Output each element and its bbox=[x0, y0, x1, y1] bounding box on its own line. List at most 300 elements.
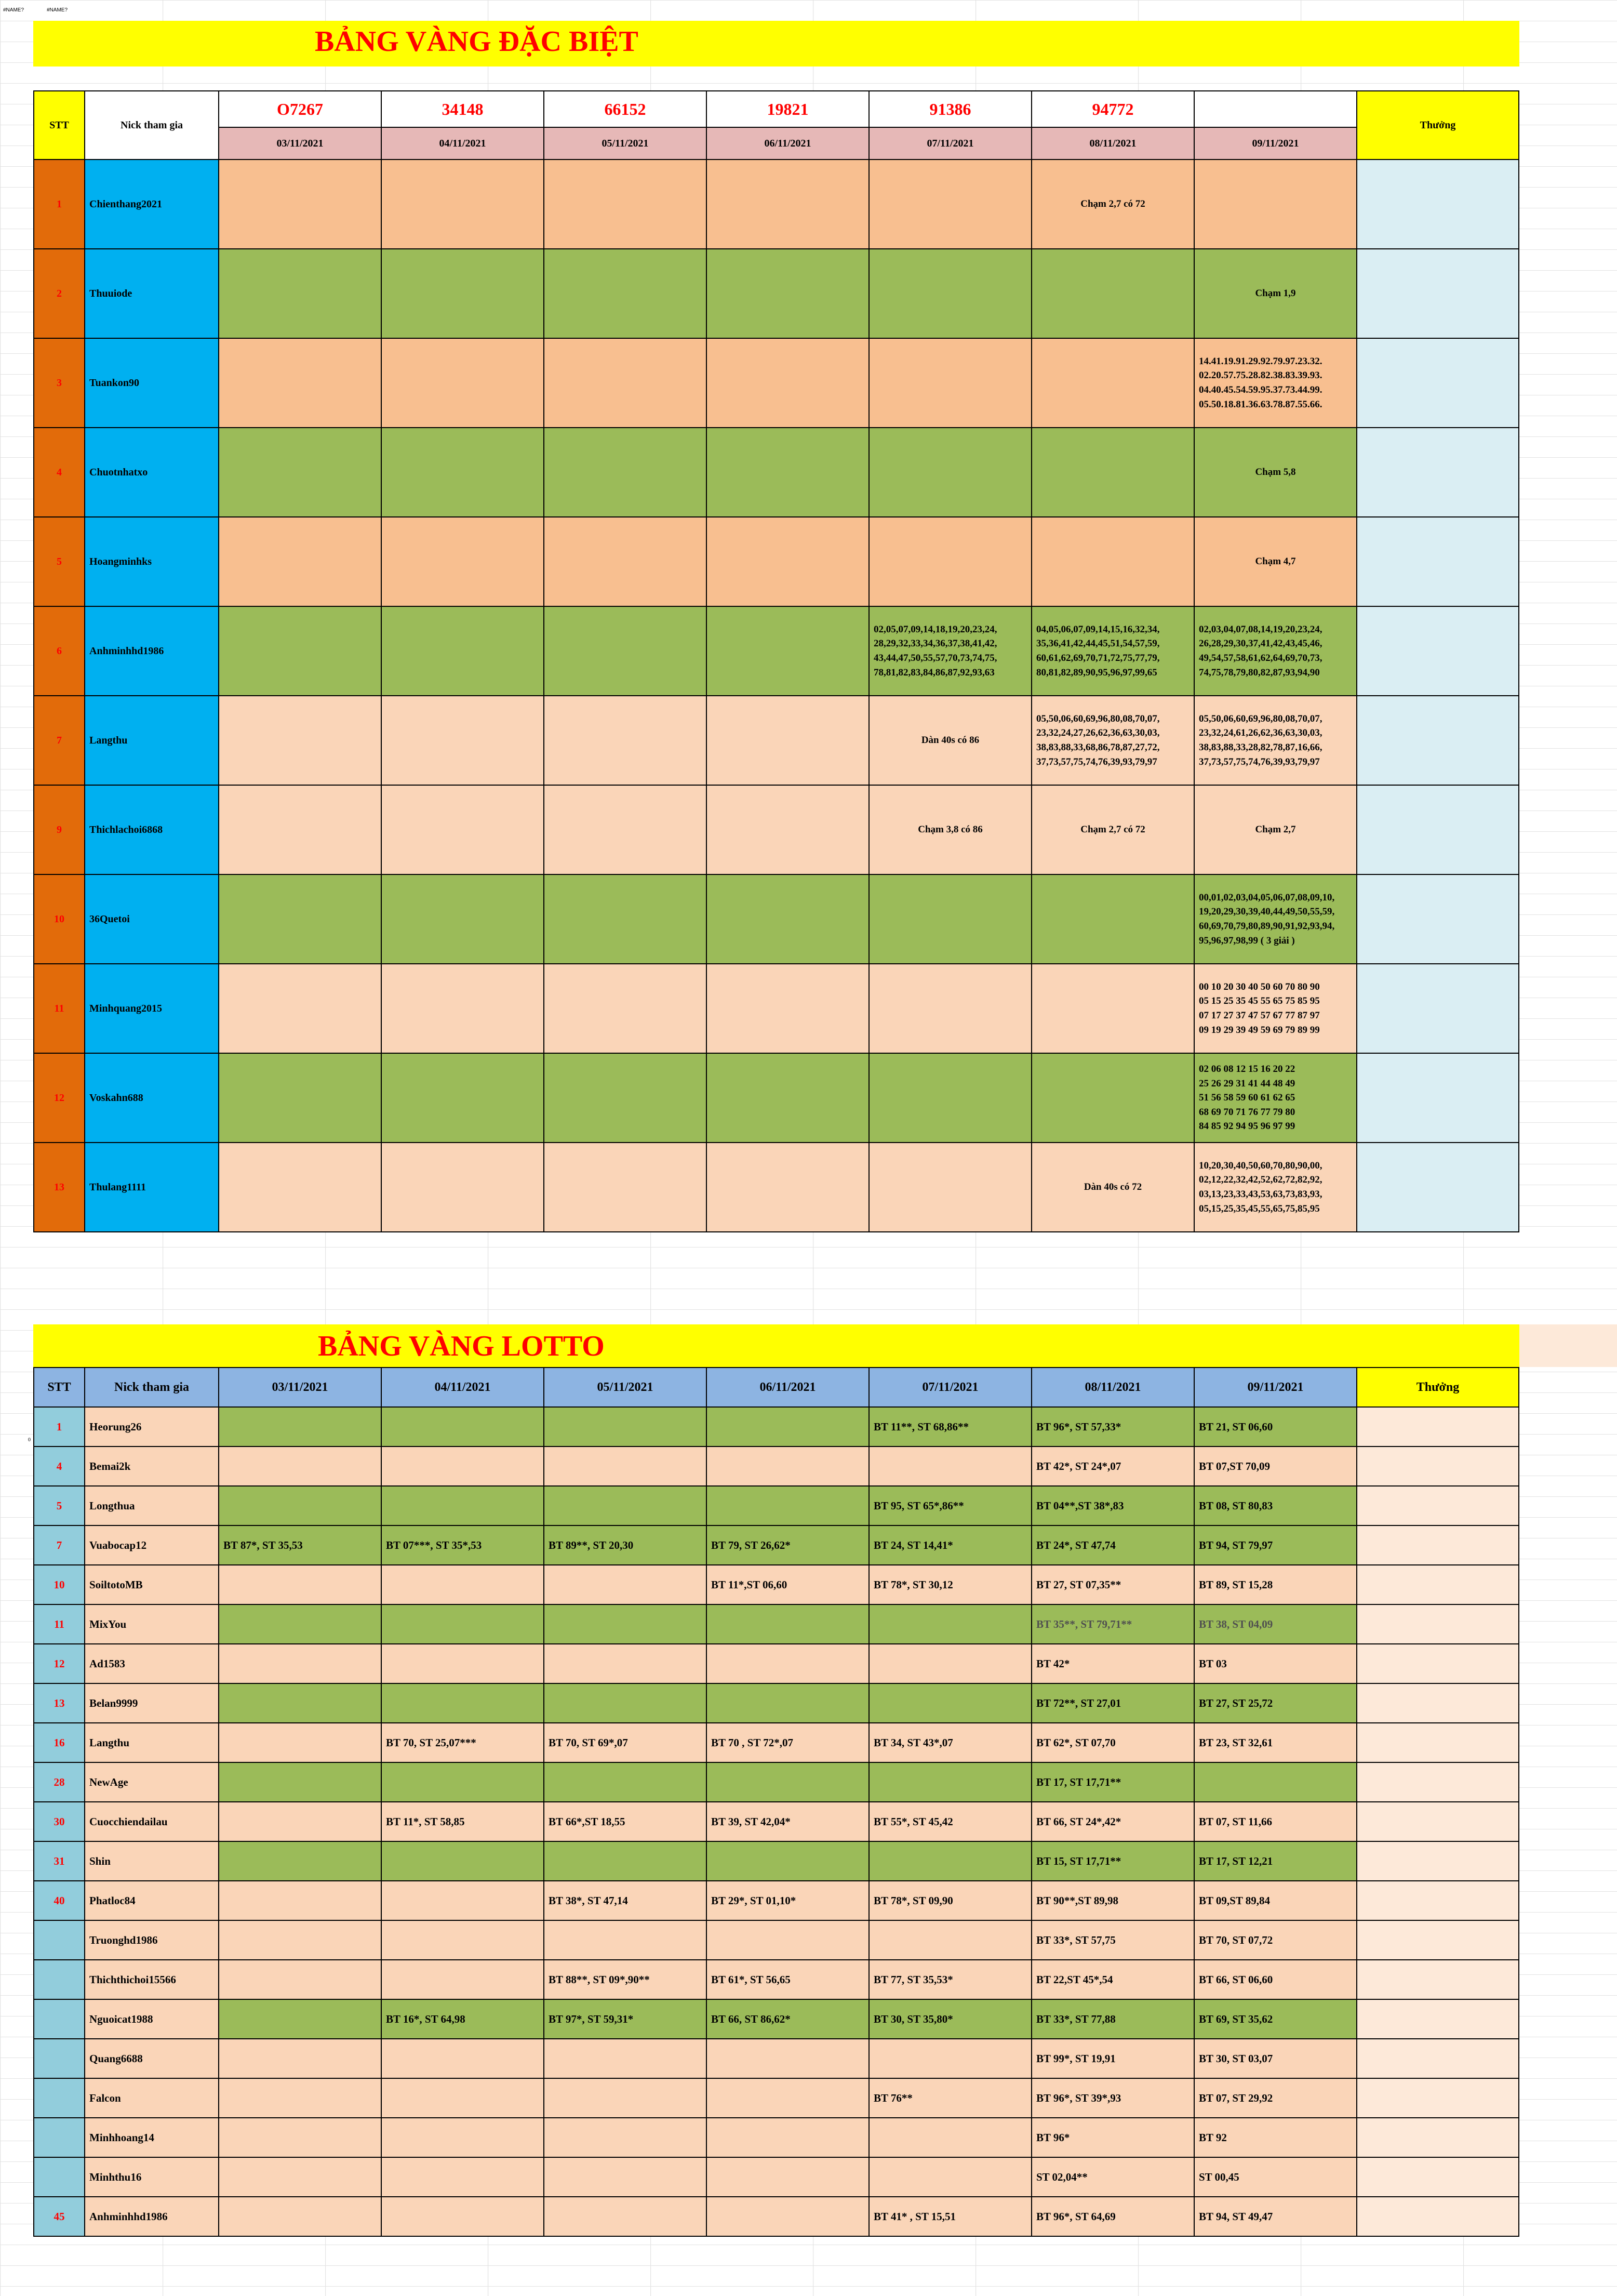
lotto-pick-cell: BT 78*, ST 30,12 bbox=[869, 1565, 1032, 1604]
special-title: BẢNG VÀNG ĐẶC BIỆT bbox=[315, 25, 638, 58]
lotto-pick-cell: BT 42*, ST 24*,07 bbox=[1032, 1446, 1194, 1486]
lotto-pick-cell bbox=[219, 1644, 381, 1683]
lotto-pick-cell: BT 77, ST 35,53* bbox=[869, 1960, 1032, 1999]
lotto-pick-cell: BT 35**, ST 79,71** bbox=[1032, 1604, 1194, 1644]
lotto-pick-cell: BT 78*, ST 09,90 bbox=[869, 1881, 1032, 1920]
nick-cell: Hoangminhks bbox=[85, 517, 219, 606]
lotto-pick-cell: ST 00,45 bbox=[1194, 2157, 1357, 2197]
prediction-cell: 02,05,07,09,14,18,19,20,23,24, 28,29,32,33,34,36,37,38,41,42, 43,44,47,50,55,57,70,73,74,75, 78,81,82,83,84,86,87,92,93,63 bbox=[869, 606, 1032, 696]
lotto-pick-cell bbox=[219, 1565, 381, 1604]
lotto-pick-cell bbox=[869, 2118, 1032, 2157]
lotto-pick-cell bbox=[544, 1604, 706, 1644]
prediction-cell bbox=[219, 1143, 381, 1232]
prediction-cell bbox=[219, 964, 381, 1053]
lotto-pick-cell bbox=[544, 1762, 706, 1802]
prediction-cell bbox=[381, 1053, 544, 1143]
lotto-pick-cell bbox=[219, 2039, 381, 2078]
special-row bbox=[34, 964, 1519, 1053]
special-row bbox=[34, 1053, 1519, 1143]
lotto-pick-cell: BT 03 bbox=[1194, 1644, 1357, 1683]
lotto-pick-cell bbox=[381, 1644, 544, 1683]
lotto-bonus-cell bbox=[1357, 1407, 1519, 1446]
stt-cell: 6 bbox=[34, 606, 85, 696]
lotto-pick-cell: BT 99*, ST 19,91 bbox=[1032, 2039, 1194, 2078]
stt-cell: 13 bbox=[34, 1143, 85, 1232]
lotto-nick-cell: Minhhoang14 bbox=[85, 2118, 219, 2157]
lotto-row bbox=[34, 1683, 1519, 1723]
lotto-row bbox=[34, 1881, 1519, 1920]
prediction-cell bbox=[869, 964, 1032, 1053]
lotto-stt-cell: 31 bbox=[34, 1841, 85, 1881]
nick-cell: Tuankon90 bbox=[85, 338, 219, 428]
lotto-pick-cell bbox=[381, 2118, 544, 2157]
lotto-pick-cell: BT 39, ST 42,04* bbox=[706, 1802, 869, 1841]
lotto-stt-cell: 4 bbox=[34, 1446, 85, 1486]
lotto-pick-cell: BT 04**,ST 38*,83 bbox=[1032, 1486, 1194, 1525]
lotto-bonus-cell bbox=[1357, 1525, 1519, 1565]
lotto-bonus-cell bbox=[1357, 2118, 1519, 2157]
prediction-cell: Chạm 2,7 có 72 bbox=[1032, 160, 1194, 249]
prediction-cell bbox=[544, 874, 706, 964]
lotto-nick-cell: Phatloc84 bbox=[85, 1881, 219, 1920]
lotto-bonus-cell bbox=[1357, 1960, 1519, 1999]
lotto-pick-cell bbox=[219, 2197, 381, 2236]
lotto-pick-cell: BT 89**, ST 20,30 bbox=[544, 1525, 706, 1565]
prediction-cell bbox=[544, 964, 706, 1053]
bonus-header: Thưởng bbox=[1357, 91, 1519, 160]
prediction-cell bbox=[381, 964, 544, 1053]
prediction-cell bbox=[381, 428, 544, 517]
result-cell: O7267 bbox=[219, 91, 381, 127]
lotto-pick-cell: BT 70, ST 69*,07 bbox=[544, 1723, 706, 1762]
prediction-cell: Chạm 5,8 bbox=[1194, 428, 1357, 517]
lotto-stt-cell: 1 bbox=[34, 1407, 85, 1446]
name-error-tag: #NAME? bbox=[3, 7, 24, 13]
lotto-nick-cell: SoiltotoMB bbox=[85, 1565, 219, 1604]
prediction-cell bbox=[706, 160, 869, 249]
lotto-pick-cell bbox=[869, 2039, 1032, 2078]
lotto-pick-cell bbox=[219, 1683, 381, 1723]
nick-cell: Thulang1111 bbox=[85, 1143, 219, 1232]
lotto-nick-cell: Truonghd1986 bbox=[85, 1920, 219, 1960]
lotto-date-header: 03/11/2021 bbox=[219, 1368, 381, 1407]
prediction-cell bbox=[381, 160, 544, 249]
prediction-cell bbox=[706, 785, 869, 874]
prediction-cell: Chạm 3,8 có 86 bbox=[869, 785, 1032, 874]
lotto-pick-cell bbox=[219, 1446, 381, 1486]
lotto-nick-cell: Bemai2k bbox=[85, 1446, 219, 1486]
lotto-date-header: 07/11/2021 bbox=[869, 1368, 1032, 1407]
stt-cell: 5 bbox=[34, 517, 85, 606]
lotto-pick-cell bbox=[706, 2157, 869, 2197]
lotto-stt-cell: 7 bbox=[34, 1525, 85, 1565]
lotto-pick-cell bbox=[381, 1446, 544, 1486]
lotto-nick-cell: Falcon bbox=[85, 2078, 219, 2118]
bonus-cell bbox=[1357, 1053, 1519, 1143]
result-cell: 19821 bbox=[706, 91, 869, 127]
lotto-date-header: 09/11/2021 bbox=[1194, 1368, 1357, 1407]
lotto-pick-cell: BT 33*, ST 77,88 bbox=[1032, 1999, 1194, 2039]
prediction-cell bbox=[869, 1143, 1032, 1232]
lotto-pick-cell bbox=[219, 1802, 381, 1841]
lotto-bonus-cell bbox=[1357, 1881, 1519, 1920]
prediction-cell bbox=[544, 1143, 706, 1232]
special-row bbox=[34, 606, 1519, 696]
lotto-pick-cell bbox=[706, 2197, 869, 2236]
lotto-pick-cell: BT 08, ST 80,83 bbox=[1194, 1486, 1357, 1525]
lotto-bonus-cell bbox=[1357, 2039, 1519, 2078]
prediction-cell bbox=[1032, 249, 1194, 338]
lotto-pick-cell: BT 92 bbox=[1194, 2118, 1357, 2157]
stt-cell: 7 bbox=[34, 696, 85, 785]
prediction-cell bbox=[1032, 874, 1194, 964]
lotto-pick-cell: BT 11*,ST 06,60 bbox=[706, 1565, 869, 1604]
lotto-pick-cell bbox=[706, 1446, 869, 1486]
prediction-cell bbox=[706, 696, 869, 785]
prediction-cell bbox=[706, 517, 869, 606]
nick-cell: Chienthang2021 bbox=[85, 160, 219, 249]
prediction-cell bbox=[219, 785, 381, 874]
lotto-pick-cell bbox=[706, 1604, 869, 1644]
special-row bbox=[34, 696, 1519, 785]
prediction-cell bbox=[706, 1053, 869, 1143]
prediction-cell: 00 10 20 30 40 50 60 70 80 90 05 15 25 35 45 55 65 75 85 95 07 17 27 37 47 57 67 77 87 97 09 19 29 39 49 59 69 79 89 99 bbox=[1194, 964, 1357, 1053]
bonus-cell bbox=[1357, 249, 1519, 338]
lotto-row bbox=[34, 1723, 1519, 1762]
lotto-pick-cell bbox=[544, 2157, 706, 2197]
lotto-pick-cell bbox=[869, 2157, 1032, 2197]
result-cell: 34148 bbox=[381, 91, 544, 127]
banner-tail bbox=[1519, 1324, 1617, 1367]
stt-cell: 3 bbox=[34, 338, 85, 428]
lotto-pick-cell bbox=[219, 1486, 381, 1525]
lotto-stt-cell bbox=[34, 2118, 85, 2157]
lotto-pick-cell: BT 16*, ST 64,98 bbox=[381, 1999, 544, 2039]
lotto-pick-cell: BT 97*, ST 59,31* bbox=[544, 1999, 706, 2039]
lotto-pick-cell bbox=[219, 2118, 381, 2157]
stray-mark: 0 bbox=[28, 1437, 31, 1443]
prediction-cell bbox=[381, 874, 544, 964]
lotto-pick-cell: BT 96*, ST 39*,93 bbox=[1032, 2078, 1194, 2118]
lotto-pick-cell: BT 24*, ST 47,74 bbox=[1032, 1525, 1194, 1565]
prediction-cell bbox=[219, 606, 381, 696]
lotto-pick-cell bbox=[706, 1644, 869, 1683]
lotto-pick-cell bbox=[219, 1604, 381, 1644]
date-header: 04/11/2021 bbox=[381, 127, 544, 160]
prediction-cell bbox=[544, 249, 706, 338]
prediction-cell: 02,03,04,07,08,14,19,20,23,24, 26,28,29,30,37,41,42,43,45,46, 49,54,57,58,61,62,64,69,70,73, 74,75,78,79,80,82,87,93,94,90 bbox=[1194, 606, 1357, 696]
lotto-bonus-cell bbox=[1357, 1920, 1519, 1960]
special-row bbox=[34, 428, 1519, 517]
lotto-pick-cell: BT 70, ST 07,72 bbox=[1194, 1920, 1357, 1960]
lotto-pick-cell bbox=[544, 1446, 706, 1486]
lotto-bonus-cell bbox=[1357, 1644, 1519, 1683]
prediction-cell bbox=[706, 874, 869, 964]
lotto-pick-cell bbox=[706, 1841, 869, 1881]
lotto-nick-cell: Anhminhhd1986 bbox=[85, 2197, 219, 2236]
lotto-stt-cell bbox=[34, 1920, 85, 1960]
lotto-pick-cell bbox=[869, 1920, 1032, 1960]
lotto-pick-cell: BT 17, ST 12,21 bbox=[1194, 1841, 1357, 1881]
lotto-stt-cell: 12 bbox=[34, 1644, 85, 1683]
bonus-cell bbox=[1357, 1143, 1519, 1232]
lotto-pick-cell: BT 66, ST 06,60 bbox=[1194, 1960, 1357, 1999]
prediction-cell: Chạm 4,7 bbox=[1194, 517, 1357, 606]
lotto-table bbox=[33, 1367, 1519, 2237]
prediction-cell: 02 06 08 12 15 16 20 22 25 26 29 31 41 44 48 49 51 56 58 59 60 61 62 65 68 69 70 71 76 77 79 80 84 85 92 94 95 96 97 99 bbox=[1194, 1053, 1357, 1143]
lotto-pick-cell bbox=[706, 1683, 869, 1723]
lotto-stt-cell: 28 bbox=[34, 1762, 85, 1802]
lotto-pick-cell: BT 55*, ST 45,42 bbox=[869, 1802, 1032, 1841]
special-row bbox=[34, 517, 1519, 606]
lotto-pick-cell: BT 94, ST 79,97 bbox=[1194, 1525, 1357, 1565]
prediction-cell bbox=[706, 338, 869, 428]
prediction-cell: 05,50,06,60,69,96,80,08,70,07, 23,32,24,61,26,62,36,63,30,03, 38,83,88,33,28,82,78,87,16,66, 37,73,57,75,74,76,39,93,79,97 bbox=[1194, 696, 1357, 785]
nick-cell: Voskahn688 bbox=[85, 1053, 219, 1143]
prediction-cell bbox=[544, 696, 706, 785]
lotto-pick-cell: BT 29*, ST 01,10* bbox=[706, 1881, 869, 1920]
prediction-cell: 05,50,06,60,69,96,80,08,70,07, 23,32,24,27,26,62,36,63,30,03, 38,83,88,33,68,86,78,87,27,72, 37,73,57,75,74,76,39,93,79,97 bbox=[1032, 696, 1194, 785]
prediction-cell bbox=[1032, 1053, 1194, 1143]
lotto-pick-cell bbox=[381, 2078, 544, 2118]
lotto-pick-cell: BT 07***, ST 35*,53 bbox=[381, 1525, 544, 1565]
lotto-row bbox=[34, 1960, 1519, 1999]
lotto-row bbox=[34, 1407, 1519, 1446]
lotto-pick-cell: BT 17, ST 17,71** bbox=[1032, 1762, 1194, 1802]
lotto-nick-cell: Shin bbox=[85, 1841, 219, 1881]
lotto-pick-cell bbox=[706, 2118, 869, 2157]
prediction-cell: Dàn 40s có 86 bbox=[869, 696, 1032, 785]
lotto-pick-cell: BT 11**, ST 68,86** bbox=[869, 1407, 1032, 1446]
lotto-pick-cell: ST 02,04** bbox=[1032, 2157, 1194, 2197]
prediction-cell bbox=[1032, 964, 1194, 1053]
nick-cell: Anhminhhd1986 bbox=[85, 606, 219, 696]
lotto-pick-cell: BT 27, ST 07,35** bbox=[1032, 1565, 1194, 1604]
lotto-bonus-cell bbox=[1357, 1446, 1519, 1486]
lotto-stt-cell: 30 bbox=[34, 1802, 85, 1841]
lotto-nick-cell: MixYou bbox=[85, 1604, 219, 1644]
prediction-cell: 04,05,06,07,09,14,15,16,32,34, 35,36,41,42,44,45,51,54,57,59, 60,61,62,69,70,71,72,75,77,79, 80,81,82,89,90,95,96,97,99,65 bbox=[1032, 606, 1194, 696]
lotto-pick-cell: BT 34, ST 43*,07 bbox=[869, 1723, 1032, 1762]
prediction-cell bbox=[219, 874, 381, 964]
lotto-pick-cell: BT 89, ST 15,28 bbox=[1194, 1565, 1357, 1604]
stt-cell: 12 bbox=[34, 1053, 85, 1143]
prediction-cell bbox=[219, 428, 381, 517]
lotto-row bbox=[34, 2157, 1519, 2197]
special-title-banner bbox=[33, 21, 1519, 67]
date-header: 05/11/2021 bbox=[544, 127, 706, 160]
stt-header: STT bbox=[34, 91, 85, 160]
lotto-title: BẢNG VÀNG LOTTO bbox=[318, 1330, 605, 1362]
prediction-cell bbox=[219, 517, 381, 606]
lotto-stt-cell: 10 bbox=[34, 1565, 85, 1604]
prediction-cell bbox=[706, 964, 869, 1053]
nick-cell: 36Quetoi bbox=[85, 874, 219, 964]
nick-cell: Thichlachoi6868 bbox=[85, 785, 219, 874]
nick-header: Nick tham gia bbox=[85, 91, 219, 160]
lotto-pick-cell bbox=[381, 1683, 544, 1723]
lotto-pick-cell bbox=[869, 1604, 1032, 1644]
lotto-nick-cell: Thichthichoi15566 bbox=[85, 1960, 219, 1999]
prediction-cell: Chạm 1,9 bbox=[1194, 249, 1357, 338]
lotto-pick-cell bbox=[219, 1762, 381, 1802]
special-row bbox=[34, 338, 1519, 428]
lotto-pick-cell bbox=[544, 2039, 706, 2078]
prediction-cell bbox=[381, 785, 544, 874]
lotto-bonus-cell bbox=[1357, 1486, 1519, 1525]
lotto-pick-cell: BT 66, ST 24*,42* bbox=[1032, 1802, 1194, 1841]
special-table bbox=[33, 90, 1519, 1232]
lotto-nick-cell: Minhthu16 bbox=[85, 2157, 219, 2197]
lotto-pick-cell: BT 22,ST 45*,54 bbox=[1032, 1960, 1194, 1999]
prediction-cell: 14.41.19.91.29.92.79.97.23.32. 02.20.57.75.28.82.38.83.39.93. 04.40.45.54.59.95.37.73.44.99. 05.50.18.81.36.63.78.87.55.66. bbox=[1194, 338, 1357, 428]
stt-cell: 9 bbox=[34, 785, 85, 874]
lotto-pick-cell bbox=[544, 2118, 706, 2157]
lotto-pick-cell bbox=[706, 2039, 869, 2078]
lotto-pick-cell: BT 07, ST 29,92 bbox=[1194, 2078, 1357, 2118]
lotto-pick-cell bbox=[219, 1841, 381, 1881]
prediction-cell bbox=[706, 249, 869, 338]
result-cell: 94772 bbox=[1032, 91, 1194, 127]
nick-cell: Chuotnhatxo bbox=[85, 428, 219, 517]
stt-cell: 4 bbox=[34, 428, 85, 517]
prediction-cell bbox=[544, 785, 706, 874]
lotto-pick-cell: BT 38*, ST 47,14 bbox=[544, 1881, 706, 1920]
lotto-pick-cell bbox=[381, 1762, 544, 1802]
lotto-stt-cell: 45 bbox=[34, 2197, 85, 2236]
lotto-pick-cell bbox=[869, 1762, 1032, 1802]
date-header: 06/11/2021 bbox=[706, 127, 869, 160]
lotto-pick-cell bbox=[706, 1920, 869, 1960]
result-cell: 66152 bbox=[544, 91, 706, 127]
lotto-pick-cell bbox=[544, 1841, 706, 1881]
lotto-pick-cell: BT 24, ST 14,41* bbox=[869, 1525, 1032, 1565]
stt-cell: 1 bbox=[34, 160, 85, 249]
lotto-stt-header: STT bbox=[34, 1368, 85, 1407]
prediction-cell bbox=[869, 160, 1032, 249]
lotto-stt-cell: 5 bbox=[34, 1486, 85, 1525]
lotto-row bbox=[34, 2197, 1519, 2236]
lotto-pick-cell: BT 62*, ST 07,70 bbox=[1032, 1723, 1194, 1762]
lotto-row bbox=[34, 2039, 1519, 2078]
lotto-bonus-cell bbox=[1357, 1565, 1519, 1604]
prediction-cell bbox=[869, 249, 1032, 338]
date-header: 08/11/2021 bbox=[1032, 127, 1194, 160]
lotto-pick-cell: BT 15, ST 17,71** bbox=[1032, 1841, 1194, 1881]
name-error-tag: #NAME? bbox=[47, 7, 68, 13]
lotto-pick-cell: BT 61*, ST 56,65 bbox=[706, 1960, 869, 1999]
lotto-pick-cell: BT 42* bbox=[1032, 1644, 1194, 1683]
lotto-pick-cell bbox=[706, 1486, 869, 1525]
bonus-cell bbox=[1357, 517, 1519, 606]
lotto-pick-cell bbox=[219, 1960, 381, 1999]
lotto-pick-cell: BT 30, ST 35,80* bbox=[869, 1999, 1032, 2039]
prediction-cell bbox=[706, 606, 869, 696]
prediction-cell bbox=[544, 606, 706, 696]
date-header: 07/11/2021 bbox=[869, 127, 1032, 160]
lotto-pick-cell bbox=[544, 1920, 706, 1960]
lotto-pick-cell: BT 41* , ST 15,51 bbox=[869, 2197, 1032, 2236]
lotto-row bbox=[34, 1920, 1519, 1960]
lotto-pick-cell: BT 07, ST 11,66 bbox=[1194, 1802, 1357, 1841]
lotto-pick-cell: BT 70 , ST 72*,07 bbox=[706, 1723, 869, 1762]
lotto-pick-cell: BT 96*, ST 64,69 bbox=[1032, 2197, 1194, 2236]
lotto-row bbox=[34, 1802, 1519, 1841]
lotto-pick-cell bbox=[1194, 1762, 1357, 1802]
prediction-cell bbox=[544, 160, 706, 249]
lotto-nick-cell: Belan9999 bbox=[85, 1683, 219, 1723]
nick-cell: Minhquang2015 bbox=[85, 964, 219, 1053]
lotto-stt-cell bbox=[34, 1960, 85, 1999]
lotto-pick-cell bbox=[869, 1644, 1032, 1683]
lotto-pick-cell bbox=[544, 2197, 706, 2236]
lotto-pick-cell bbox=[219, 1999, 381, 2039]
lotto-pick-cell: BT 07,ST 70,09 bbox=[1194, 1446, 1357, 1486]
lotto-bonus-cell bbox=[1357, 1841, 1519, 1881]
prediction-cell bbox=[1032, 338, 1194, 428]
lotto-pick-cell bbox=[544, 2078, 706, 2118]
prediction-cell bbox=[381, 606, 544, 696]
lotto-bonus-cell bbox=[1357, 1999, 1519, 2039]
lotto-bonus-header: Thưởng bbox=[1357, 1368, 1519, 1407]
prediction-cell bbox=[381, 517, 544, 606]
bonus-cell bbox=[1357, 696, 1519, 785]
lotto-date-header: 05/11/2021 bbox=[544, 1368, 706, 1407]
lotto-pick-cell bbox=[381, 1960, 544, 1999]
lotto-nick-cell: Longthua bbox=[85, 1486, 219, 1525]
lotto-pick-cell: BT 09,ST 89,84 bbox=[1194, 1881, 1357, 1920]
lotto-row bbox=[34, 2078, 1519, 2118]
lotto-pick-cell bbox=[706, 1762, 869, 1802]
lotto-pick-cell bbox=[381, 1604, 544, 1644]
lotto-nick-cell: Langthu bbox=[85, 1723, 219, 1762]
prediction-cell: 00,01,02,03,04,05,06,07,08,09,10, 19,20,29,30,39,40,44,49,50,55,59, 60,69,70,79,80,89,90,91,92,93,94, 95,96,97,98,99 ( 3 giải ) bbox=[1194, 874, 1357, 964]
lotto-pick-cell: BT 72**, ST 27,01 bbox=[1032, 1683, 1194, 1723]
lotto-stt-cell bbox=[34, 2039, 85, 2078]
lotto-row bbox=[34, 1486, 1519, 1525]
lotto-pick-cell bbox=[381, 1920, 544, 1960]
lotto-pick-cell bbox=[219, 1920, 381, 1960]
lotto-pick-cell bbox=[544, 1486, 706, 1525]
lotto-stt-cell: 11 bbox=[34, 1604, 85, 1644]
special-row bbox=[34, 160, 1519, 249]
prediction-cell bbox=[381, 1143, 544, 1232]
lotto-stt-cell bbox=[34, 1999, 85, 2039]
prediction-cell bbox=[869, 874, 1032, 964]
lotto-pick-cell: BT 90**,ST 89,98 bbox=[1032, 1881, 1194, 1920]
bonus-cell bbox=[1357, 428, 1519, 517]
lotto-pick-cell: BT 79, ST 26,62* bbox=[706, 1525, 869, 1565]
stt-cell: 10 bbox=[34, 874, 85, 964]
lotto-date-header: 08/11/2021 bbox=[1032, 1368, 1194, 1407]
lotto-pick-cell: BT 88**, ST 09*,90** bbox=[544, 1960, 706, 1999]
bonus-cell bbox=[1357, 160, 1519, 249]
prediction-cell bbox=[869, 338, 1032, 428]
prediction-cell bbox=[869, 1053, 1032, 1143]
lotto-pick-cell: BT 38, ST 04,09 bbox=[1194, 1604, 1357, 1644]
lotto-bonus-cell bbox=[1357, 1723, 1519, 1762]
lotto-pick-cell bbox=[706, 2078, 869, 2118]
lotto-row bbox=[34, 1525, 1519, 1565]
prediction-cell bbox=[544, 428, 706, 517]
lotto-pick-cell: BT 87*, ST 35,53 bbox=[219, 1525, 381, 1565]
date-header: 03/11/2021 bbox=[219, 127, 381, 160]
prediction-cell bbox=[219, 696, 381, 785]
lotto-date-header: 06/11/2021 bbox=[706, 1368, 869, 1407]
prediction-cell: Dàn 40s có 72 bbox=[1032, 1143, 1194, 1232]
lotto-pick-cell: BT 33*, ST 57,75 bbox=[1032, 1920, 1194, 1960]
lotto-pick-cell bbox=[544, 1644, 706, 1683]
